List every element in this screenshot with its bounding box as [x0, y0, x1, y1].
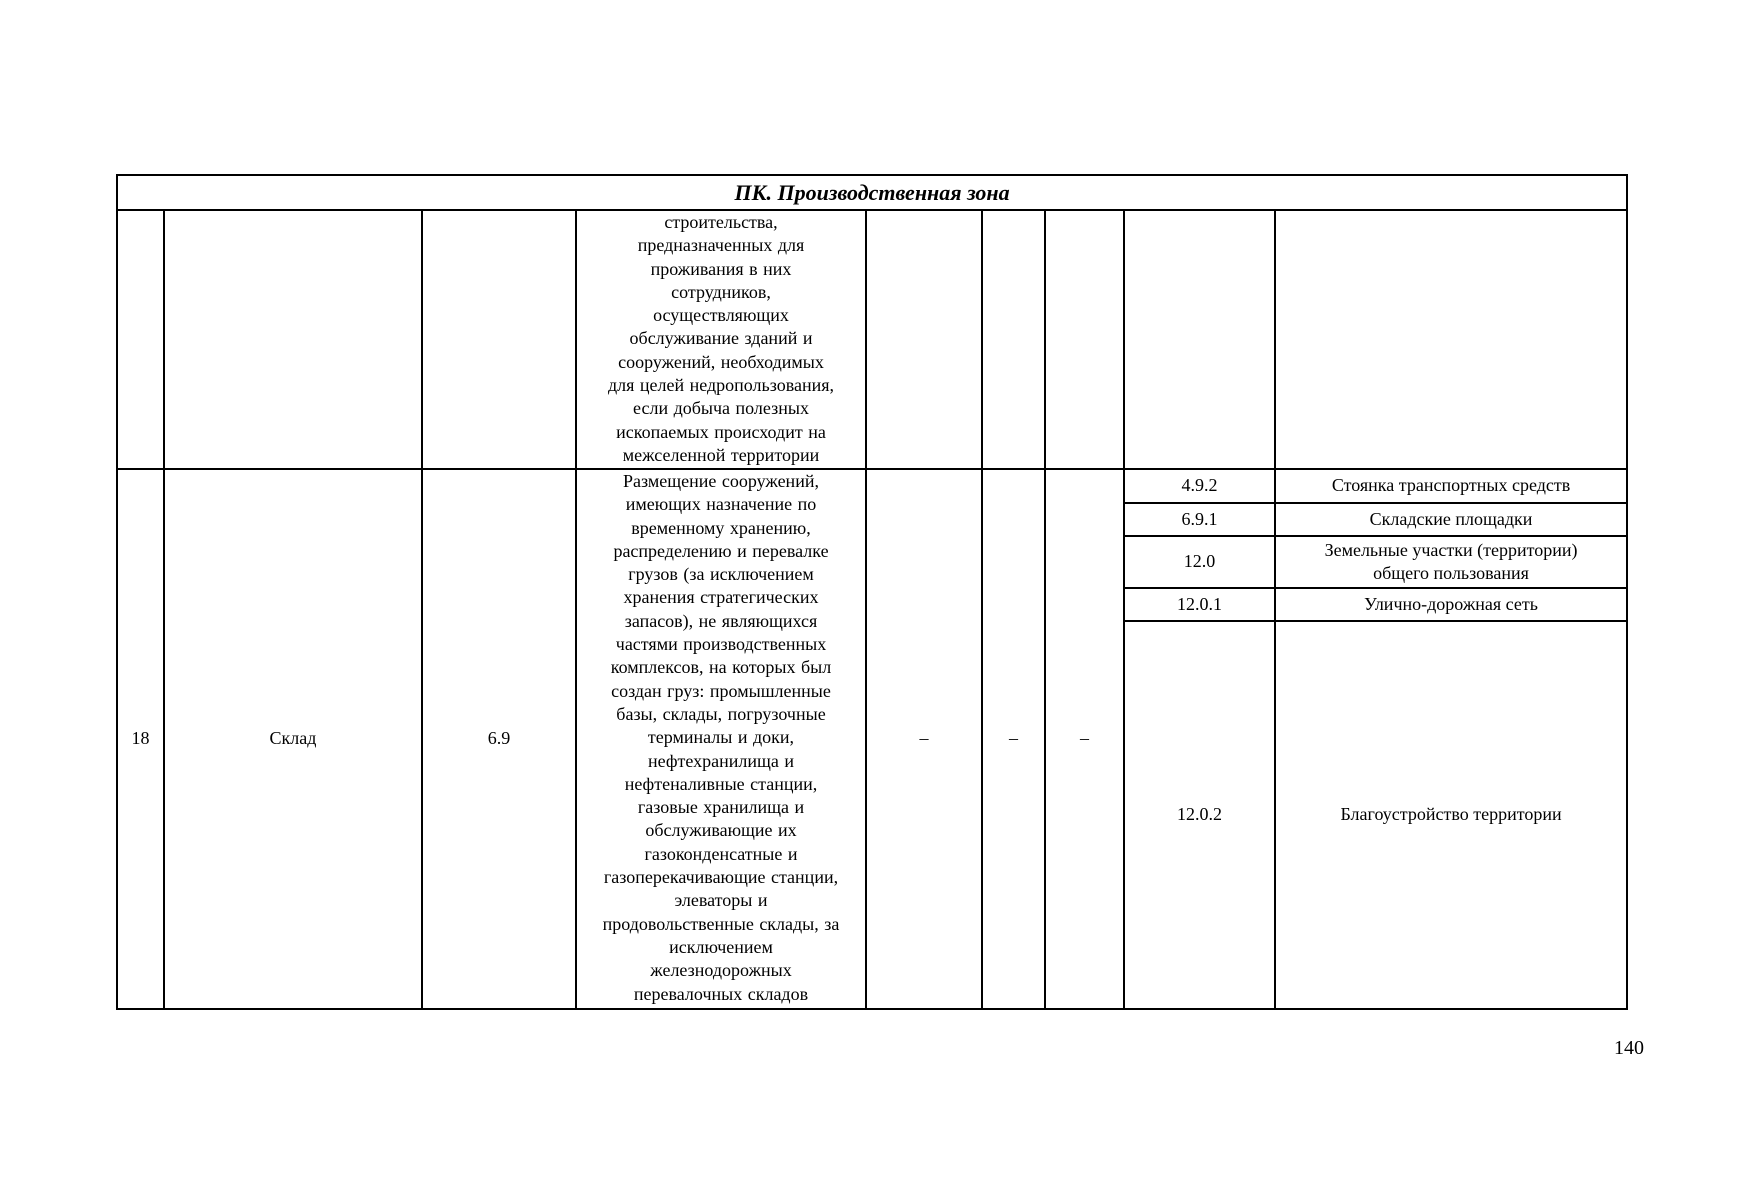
continued-aux-code-cell [1124, 210, 1275, 469]
description-line: газоконденсатные и [644, 843, 798, 864]
continued-description-cell [576, 210, 866, 469]
aux-name-line: общего пользования [1373, 563, 1529, 583]
continued-number-cell [117, 210, 164, 469]
zone-header-row [117, 175, 1627, 210]
continued-param-cell [1045, 210, 1124, 469]
description-line: запасов), не являющихся [624, 610, 818, 631]
description-line: временному хранению, [631, 517, 811, 538]
description-line: терминалы и доки, [647, 727, 795, 748]
description-line: сооружений, необходимых [618, 351, 824, 372]
description-line: если добыча полезных [633, 398, 809, 419]
description-line: обслуживающие их [645, 820, 797, 841]
param-cell-2: – [982, 469, 1045, 1009]
description-line: комплексов, на которых был [610, 657, 832, 678]
description-line: межселенной территории [622, 444, 820, 465]
description-line: создан груз: промышленные [611, 680, 831, 701]
zone-title: ПК. Производственная зона [117, 175, 1627, 210]
description-line: элеваторы и [674, 890, 768, 911]
row-number-cell: 18 [117, 469, 164, 1009]
continued-aux-name-cell [1275, 210, 1627, 469]
aux-code-cell: 4.9.2 [1124, 469, 1275, 503]
description-line: газоперекачивающие станции, [603, 867, 839, 888]
continued-param-cell [866, 210, 982, 469]
description-cell [576, 469, 866, 1009]
aux-name-cell [1275, 536, 1627, 588]
description-line: перевалочных складов [633, 983, 809, 1004]
aux-code-cell: 12.0 [1124, 536, 1275, 588]
description-line: предназначенных для [637, 235, 805, 256]
page-number: 140 [1614, 1037, 1644, 1059]
description-line: железнодорожных [650, 960, 792, 981]
continued-use-name-cell [164, 210, 422, 469]
description-line: для целей недропользования, [607, 375, 835, 396]
continued-code-cell [422, 210, 576, 469]
description-line: проживания в них [650, 258, 792, 279]
use-code-cell: 6.9 [422, 469, 576, 1009]
aux-name-cell: Складские площадки [1275, 503, 1627, 536]
description-line: сотрудников, [671, 281, 771, 302]
description-line: осуществляющих [653, 305, 789, 326]
description-line: продовольственные склады, за [602, 913, 840, 934]
param-cell-3: – [1045, 469, 1124, 1009]
description-line: газовые хранилища и [637, 797, 805, 818]
description-line: обслуживание зданий и [629, 328, 813, 349]
use-name-cell: Склад [164, 469, 422, 1009]
description-line: ископаемых происходит на [616, 421, 826, 442]
description-line: исключением [669, 936, 773, 957]
description-line: хранения стратегических [623, 587, 819, 608]
description-line: нефтехранилища и [648, 750, 794, 771]
aux-name-cell: Улично-дорожная сеть [1275, 588, 1627, 621]
zoning-regulations-table [116, 174, 1628, 1010]
description-line: Размещение сооружений, [623, 471, 819, 491]
description-line: имеющих назначение по [625, 494, 817, 515]
description-line: частями производственных [615, 634, 827, 655]
table-row [117, 469, 1627, 503]
aux-code-cell: 6.9.1 [1124, 503, 1275, 536]
aux-name-line: Земельные участки (территории) [1324, 539, 1578, 560]
param-cell-1: – [866, 469, 982, 1009]
aux-code-cell: 12.0.2 [1124, 621, 1275, 1009]
description-line: строительства, [664, 212, 778, 232]
description-line: базы, склады, погрузочные [616, 703, 826, 724]
continued-row [117, 210, 1627, 469]
description-line: распределению и перевалке [613, 540, 829, 561]
description-line: нефтеналивные станции, [624, 773, 818, 794]
description-line: грузов (за исключением [628, 564, 814, 585]
aux-name-cell: Благоустройство территории [1275, 621, 1627, 1009]
aux-name-cell: Стоянка транспортных средств [1275, 469, 1627, 503]
aux-code-cell: 12.0.1 [1124, 588, 1275, 621]
continued-param-cell [982, 210, 1045, 469]
